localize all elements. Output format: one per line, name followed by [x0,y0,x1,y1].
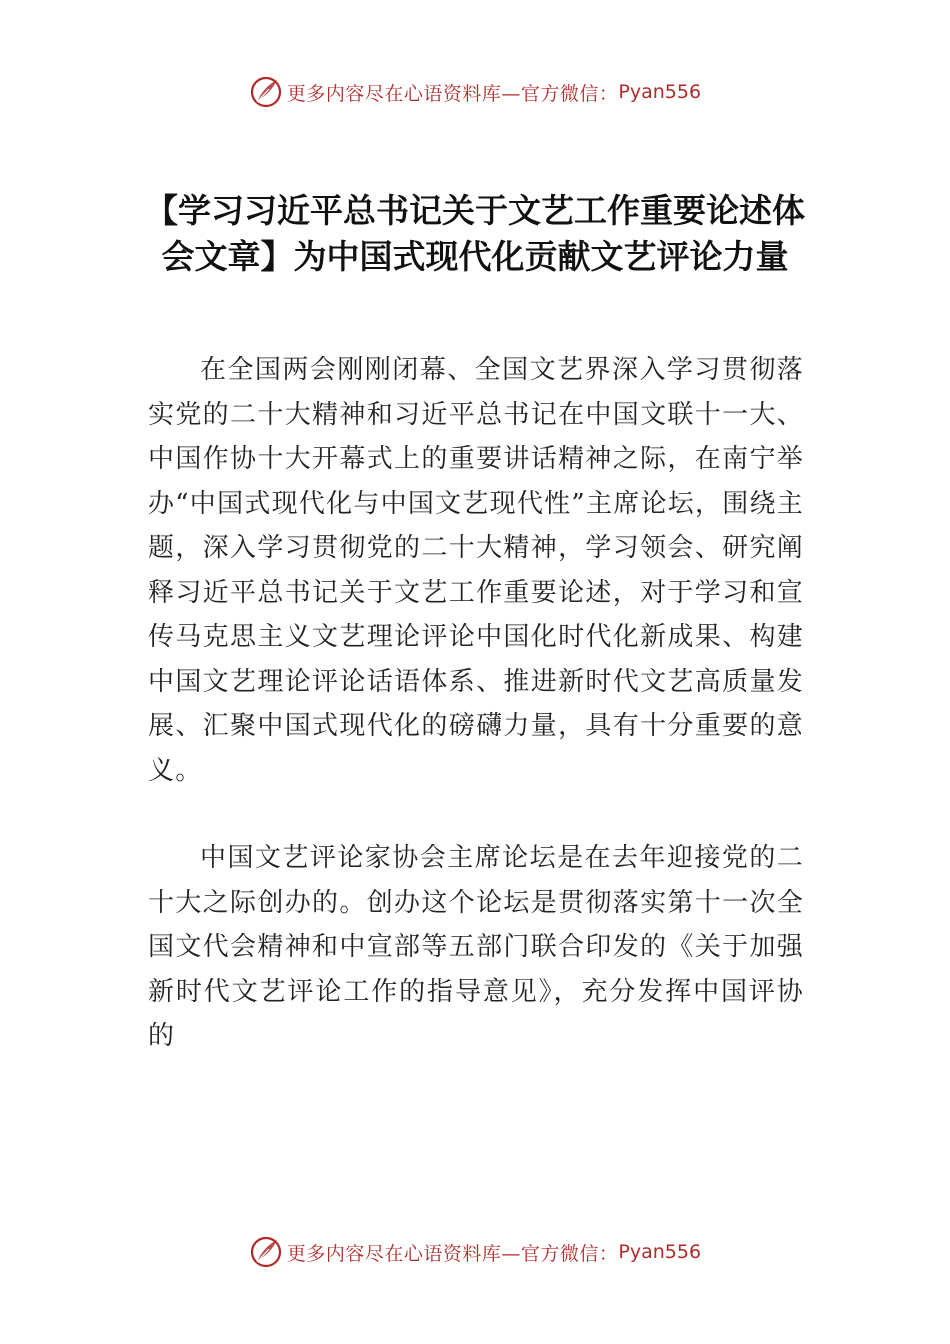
header-banner-text: 更多内容尽在心语资料库—官方微信： [286,82,619,105]
footer-banner-text: 更多内容尽在心语资料库—官方微信： [286,1242,619,1265]
body-paragraph-1: 在全国两会刚刚闭幕、全国文艺界深入学习贯彻落实党的二十大精神和习近平总书记在中国文联十一大、中国作协十大开幕式上的重要讲话精神之际，在南宁举办“中国式现代化与中国文艺现代性”主席论坛，围绕主题，深入学习贯彻党的二十大精神，学习领会、研究阐释习近平总书记关于文艺工作重要论述，对于学习和宣传马克思主义文艺理论评论中国化时代化新成果、构建中国文艺理论评论话语体系、推进新时代文艺高质量发展、汇聚中国式现代化的磅礴力量，具有十分重要的意义。 [148,355,804,786]
header-wechat-id: Pyan556 [618,81,702,103]
footer-banner [0,1232,950,1272]
feather-pen-logo-icon [249,1235,283,1269]
feather-pen-logo-icon [249,75,283,109]
body-paragraph-2: 中国文艺评论家协会主席论坛是在去年迎接党的二十大之际创办的。创办这个论坛是贯彻落实第十一次全国文代会精神和中宣部等五部门联合印发的《关于加强新时代文艺评论工作的指导意见》，充分发挥中国评协的 [148,843,804,1051]
footer-wechat-id: Pyan556 [618,1241,702,1263]
header-banner [0,72,950,112]
document-title: 【学习习近平总书记关于文艺工作重要论述体会文章】为中国式现代化贡献文艺评论力量 [145,191,805,277]
